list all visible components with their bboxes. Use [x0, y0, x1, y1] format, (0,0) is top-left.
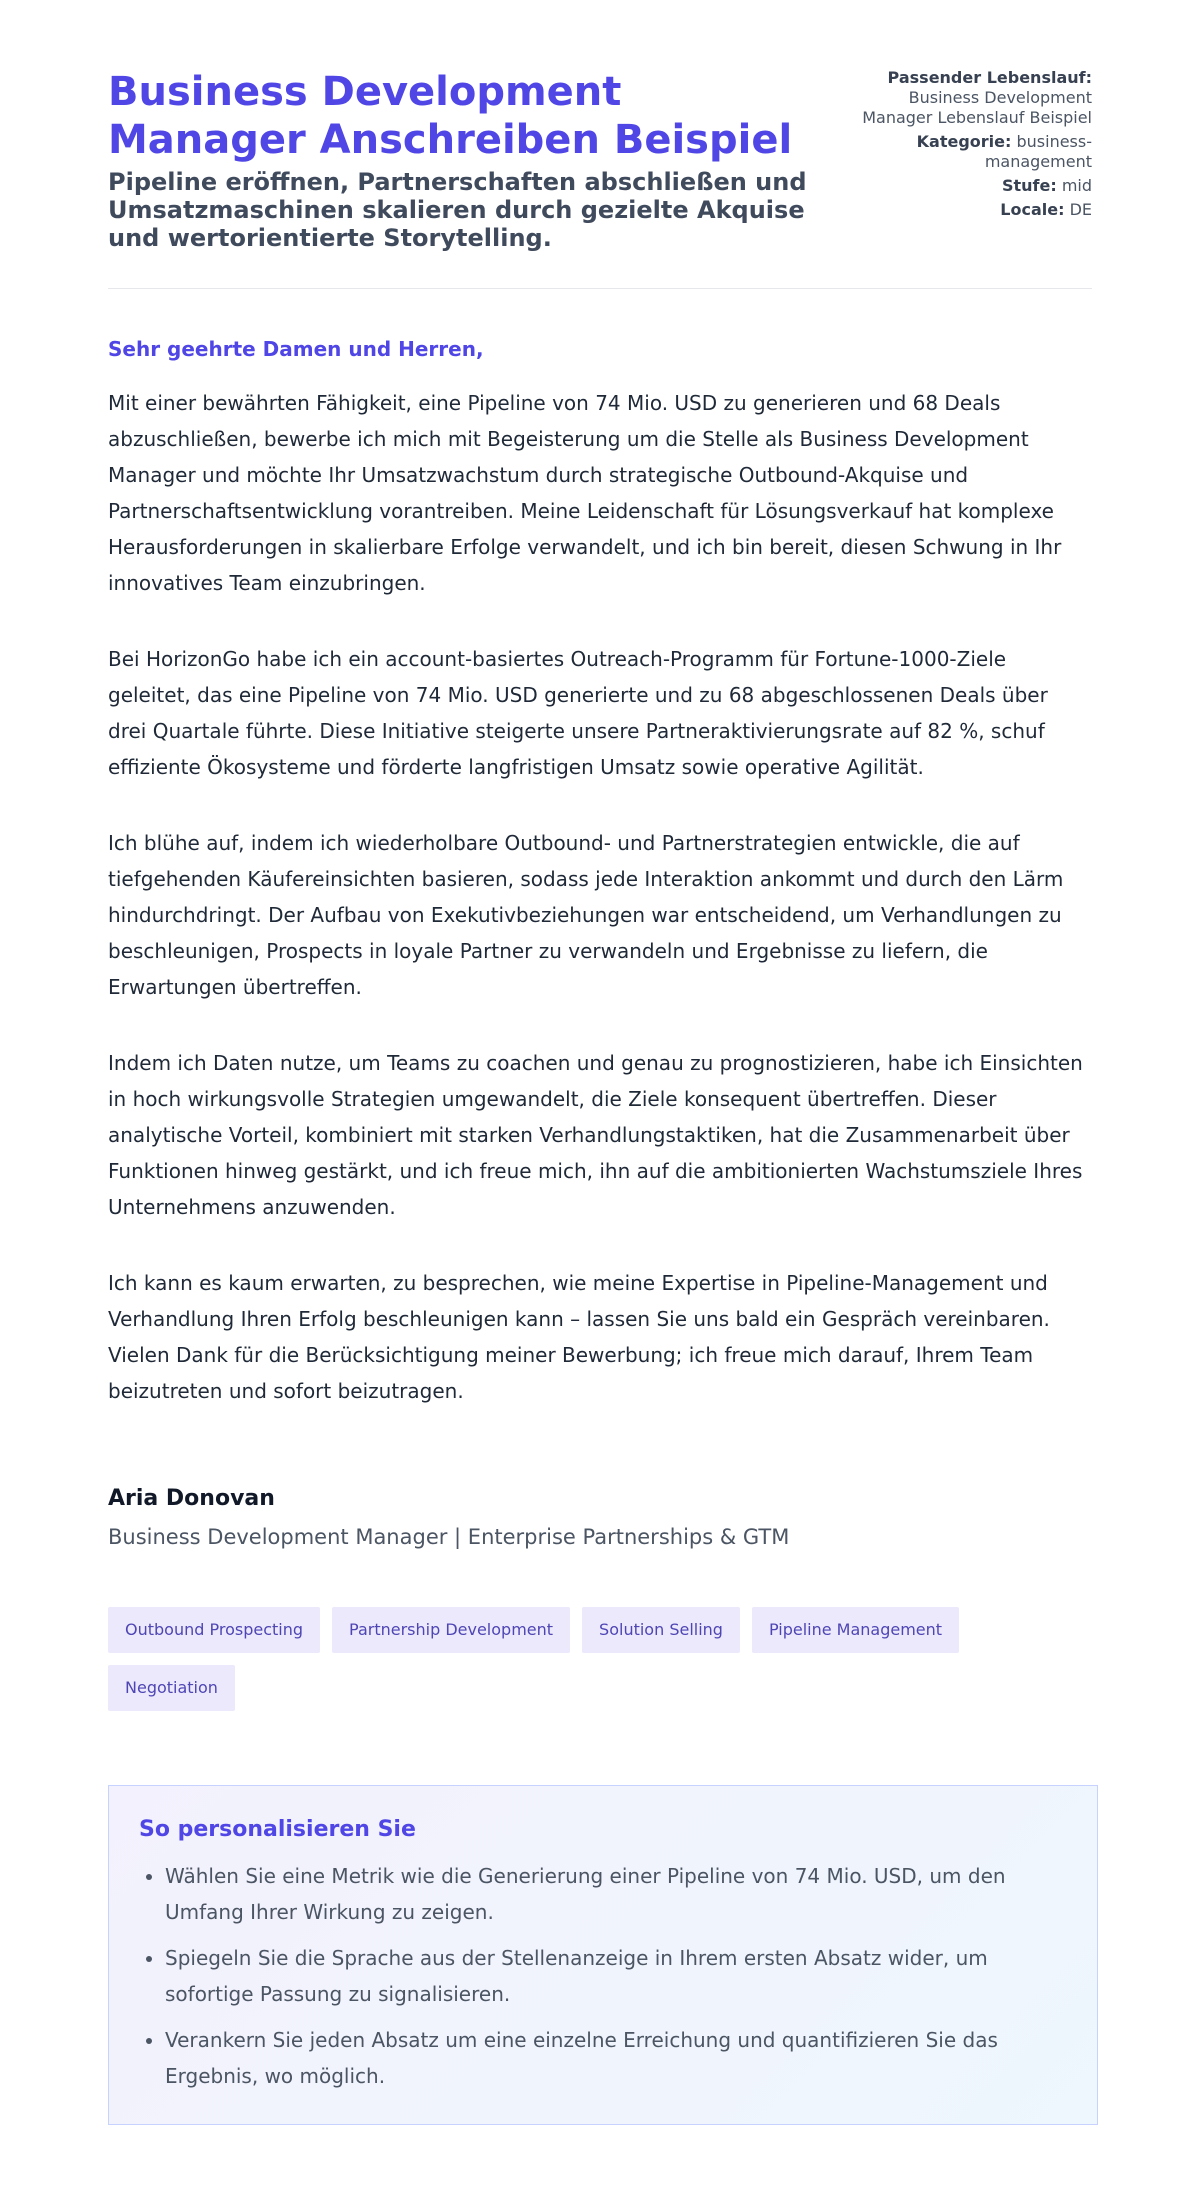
- salutation: Sehr geehrte Damen und Herren,: [108, 337, 484, 361]
- meta-level-value: mid: [1061, 176, 1092, 195]
- meta-category-key: Kategorie:: [916, 132, 1012, 151]
- skill-tag: Solution Selling: [582, 1607, 740, 1653]
- page-title: Business Development Manager Anschreiben Beispiel: [108, 69, 793, 163]
- meta-locale: [852, 200, 1092, 220]
- letter-paragraph: Mit einer bewährten Fähigkeit, eine Pipeline von 74 Mio. USD zu generieren und 68 Deals abzuschließen, bewerbe ich mich mit Begeisterung um die Stelle als Business Development Manager und möchte Ihr Umsatzwachstum durch strategische Outbound-Akquise und Partnerschaftsentwicklung vorantreiben. Meine Leidenschaft für Lösungsverkauf hat komplexe Herausforderungen in skalierbare Erfolge verwandelt, und ich bin bereit, diesen Schwung in Ihr innovatives Team einzubringen.: [108, 391, 1062, 595]
- page-subtitle: Pipeline eröffnen, Partnerschaften abschließen und Umsatzmaschinen skalieren durch gezielte Akquise und wertorientierte Storytelling.: [108, 168, 807, 252]
- tips-title: So personalisieren Sie: [139, 1817, 416, 1842]
- letter-paragraph: Ich kann es kaum erwarten, zu besprechen, wie meine Expertise in Pipeline-Management und Verhandlung Ihren Erfolg beschleunigen kann – lassen Sie uns bald ein Gespräch vereinbaren. Vielen Dank für die Berücksichtigung meiner Bewerbung; ich freue mich darauf, Ihrem Team beizutreten und sofort beizutragen.: [108, 1271, 1050, 1403]
- page-header: [108, 68, 1092, 289]
- title-block: [108, 68, 828, 252]
- skill-tag: Pipeline Management: [752, 1607, 959, 1653]
- letter-paragraph: Indem ich Daten nutze, um Teams zu coachen und genau zu prognostizieren, habe ich Einsichten in hoch wirkungsvolle Strategien umgewandelt, die Ziele konsequent übertreffen. Dieser analytische Vorteil, kombiniert mit starken Verhandlungstaktiken, hat die Zusammenarbeit über Funktionen hinweg gestärkt, und ich freue mich, ihn auf die ambitionierten Wachstumsziele Ihres Unternehmens anzuwenden.: [108, 1051, 1083, 1219]
- skill-tag: Partnership Development: [332, 1607, 570, 1653]
- letter-paragraph: Ich blühe auf, indem ich wiederholbare Outbound- und Partnerstrategien entwickle, die auf tiefgehenden Käufereinsichten basieren, sodass jede Interaktion ankommt und durch den Lärm hindurchdringt. Der Aufbau von Exekutivbeziehungen war entscheidend, um Verhandlungen zu beschleunigen, Prospects in loyale Partner zu verwandeln und Ergebnisse zu liefern, die Erwartungen übertreffen.: [108, 831, 1064, 999]
- personalization-tips: [108, 1785, 1098, 2125]
- letter-body: [108, 289, 1092, 1409]
- tip-item: • Wählen Sie eine Metrik wie die Generierung einer Pipeline von 74 Mio. USD, um den Umfang Ihrer Wirkung zu zeigen.: [165, 1858, 1067, 1930]
- signature-name: Aria Donovan: [108, 1486, 275, 1511]
- meta-resume-key: Passender Lebenslauf:: [887, 68, 1092, 87]
- meta-locale-key: Locale:: [1000, 200, 1065, 219]
- meta-resume-value: Business Development Manager Lebenslauf Beispiel: [862, 88, 1092, 127]
- meta-category: [852, 132, 1092, 172]
- signature-block: [108, 1449, 1092, 1551]
- tip-item: • Spiegeln Sie die Sprache aus der Stellenanzeige in Ihrem ersten Absatz wider, um sofortige Passung zu signalisieren.: [165, 1940, 1067, 2012]
- meta-category-value: business-management: [984, 132, 1092, 171]
- signature-role: Business Development Manager | Enterprise Partnerships & GTM: [108, 1525, 790, 1549]
- tip-item: • Verankern Sie jeden Absatz um eine einzelne Erreichung und quantifizieren Sie das Ergebnis, wo möglich.: [165, 2022, 1067, 2094]
- meta-level-key: Stufe:: [1001, 176, 1057, 195]
- tips-list: [139, 1858, 1067, 2094]
- meta-locale-value: DE: [1069, 200, 1092, 219]
- meta-level: [852, 176, 1092, 196]
- meta-panel: [852, 68, 1092, 224]
- skill-tag: Negotiation: [108, 1665, 235, 1711]
- meta-matching-resume: [852, 68, 1092, 128]
- skill-tags: [108, 1607, 1098, 1723]
- letter-paragraph: Bei HorizonGo habe ich ein account-basiertes Outreach-Programm für Fortune-1000-Ziele geleitet, das eine Pipeline von 74 Mio. USD generierte und zu 68 abgeschlossenen Deals über drei Quartale führte. Diese Initiative steigerte unsere Partneraktivierungsrate auf 82 %, schuf effiziente Ökosysteme und förderte langfristigen Umsatz sowie operative Agilität.: [108, 647, 1048, 779]
- skill-tag: Outbound Prospecting: [108, 1607, 320, 1653]
